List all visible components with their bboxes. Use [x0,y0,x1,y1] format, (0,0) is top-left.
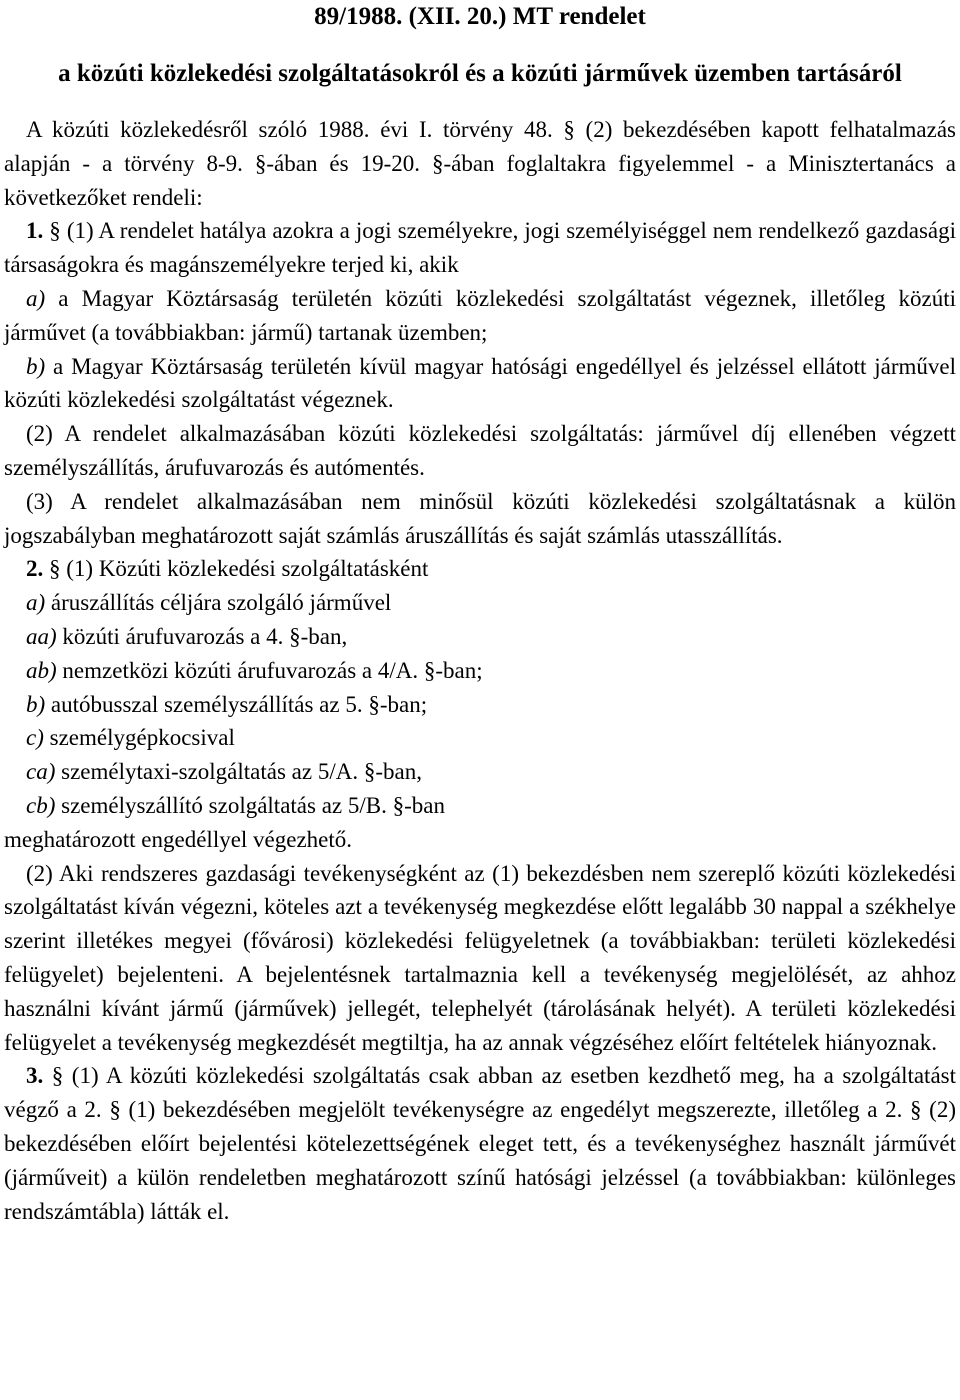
point-text: a Magyar Köztársaság területén kívül magyar hatósági engedéllyel és jelzéssel ellátott járművel közúti közlekedési szolgáltatást végeznek. [4,353,956,413]
point-label: aa) [26,623,57,649]
section-2-point-c [4,721,956,755]
point-label: ca) [26,759,56,785]
section-2-paragraph-2: (2) Aki rendszeres gazdasági tevékenységként az (1) bekezdésben nem szereplő közúti közlekedési szolgáltatást kíván végezni, köteles azt a tevékenység megkezdése előtt legalább 30 nappal a székhelye szerint illetékes megyei (fővárosi) közlekedési felügyeletnek (a továbbiakban: területi közlekedési felügyelet) bejelenteni. A bejelentésnek tartalmaznia kell a tevékenység megjelölését, az ahhoz használni kívánt jármű (járművek) jellegét, telephelyét (tárolásának helyét). A területi közlekedési felügyelet a tevékenység megkezdését megtiltja, ha az annak végzéséhez előírt feltételek hiányoznak. [4,860,956,1055]
section-3-paragraph-1 [4,1059,956,1228]
point-text: közúti árufuvarozás a 4. §-ban, [56,623,348,649]
section-2-point-b [4,688,956,722]
point-label: ab) [26,657,57,683]
point-text: személyszállító szolgáltatás az 5/B. §-ban [55,792,445,818]
section-2-point-cb [4,789,956,823]
point-text: személygépkocsival [43,725,235,751]
section-1-paragraph-1-text: § (1) A rendelet hatálya azokra a jogi személyekre, jogi személyiséggel nem rendelkező gazdasági társaságokra és magánszemélyekre terjed ki, akik [4,218,956,278]
document-title-number: 89/1988. (XII. 20.) MT rendelet [314,3,646,30]
point-label: b) [26,691,46,717]
section-1-point-b [4,350,956,418]
section-1-paragraph-2: (2) A rendelet alkalmazásában közúti közlekedési szolgáltatás: járművel díj ellenében végzett személyszállítás, árufuvarozás és autómentés. [4,421,956,480]
document-title-subject: a közúti közlekedési szolgáltatásokról és a közúti járművek üzemben tartásáról [58,60,902,87]
point-label: a) [26,285,46,311]
point-text: autóbusszal személyszállítás az 5. §-ban; [45,691,428,717]
preamble-paragraph: A közúti közlekedésről szóló 1988. évi I. törvény 48. § (2) bekezdésében kapott felhatalmazás alapján - a törvény 8-9. §-ában és 19-20. §-ában foglaltakra figyelemmel - a Minisztertanács a következőket rendeli: [4,117,956,210]
section-3-paragraph-1-text: § (1) A közúti közlekedési szolgáltatás csak abban az esetben kezdhető meg, ha a szolgáltatást végző a 2. § (1) bekezdésében megjelölt tevékenységre az engedélyt megszerezte, illetőleg a 2. § (2) bekezdésében előírt bejelentési kötelezettségének eleget tett, és a tevékenységhez használt járművét (járműveit) a külön rendeletben meghatározott színű hatósági jelzéssel (a továbbiakban: különleges rendszámtábla) látták el. [4,1063,956,1224]
section-1-number: 1. [26,218,44,244]
point-text: nemzetközi közúti árufuvarozás a 4/A. §-ban; [56,657,483,683]
section-2-number: 2. [26,556,44,582]
section-2-point-ca [4,755,956,789]
section-1-point-a [4,282,956,350]
section-2-point-aa [4,620,956,654]
section-1-paragraph-3: (3) A rendelet alkalmazásában nem minősül közúti közlekedési szolgáltatásnak a külön jogszabályban meghatározott saját számlás áruszállítás és saját számlás utasszállítás. [4,488,956,548]
section-2-point-ab [4,654,956,688]
point-label: cb) [26,792,56,818]
point-text: a Magyar Köztársaság területén közúti közlekedési szolgáltatást végeznek, illetőleg közúti járművet (a továbbiakban: jármű) tartanak üzemben; [4,285,956,345]
point-text: személytaxi-szolgáltatás az 5/A. §-ban, [55,759,422,785]
section-3-number: 3. [26,1063,44,1089]
section-2-paragraph-1 [4,552,956,586]
point-label: a) [26,590,46,616]
section-2-point-a [4,586,956,620]
point-label: b) [26,353,46,379]
section-1-paragraph-1 [4,214,956,282]
point-text: áruszállítás céljára szolgáló járművel [45,590,392,616]
section-2-paragraph-1-text: § (1) Közúti közlekedési szolgáltatásként [43,556,429,582]
section-2-closing: meghatározott engedéllyel végezhető. [4,826,353,852]
point-label: c) [26,725,44,751]
